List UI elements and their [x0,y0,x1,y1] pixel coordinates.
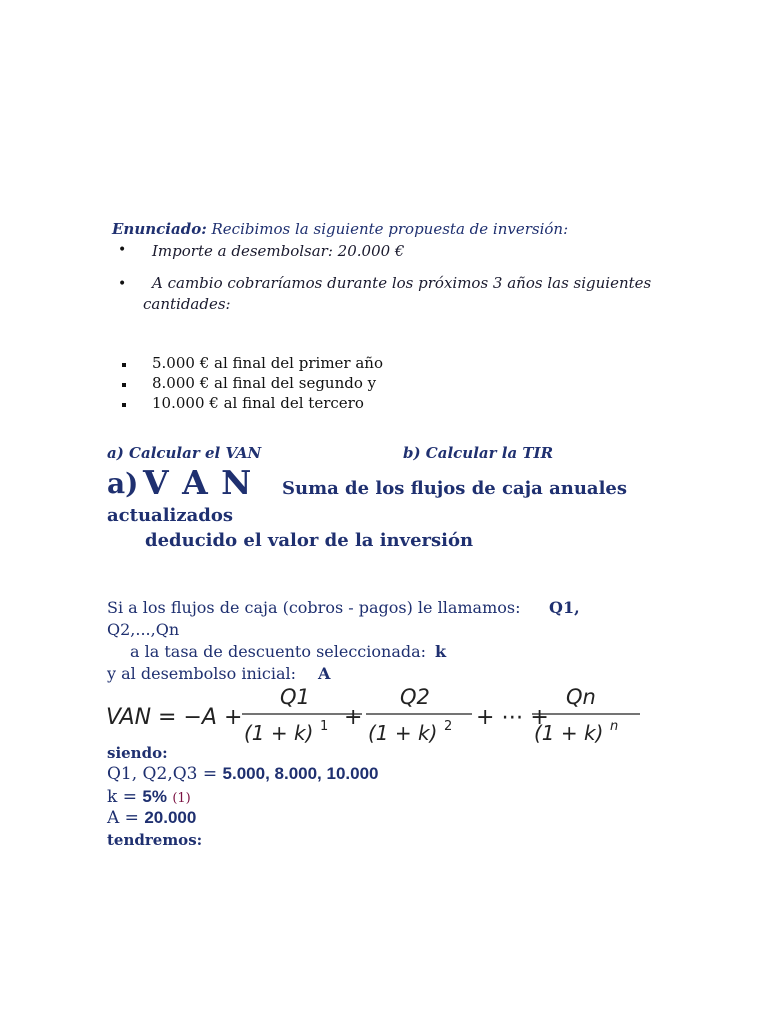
body-line2: Q2,...,Qn [107,620,180,639]
formula-term1-num: Q1 [280,685,310,709]
formula-term3-num: Qn [566,685,596,709]
amount-item: 8.000 € al final del segundo y [152,374,377,392]
bullet-item: Importe a desembolsar: 20.000 € [152,242,405,260]
body-line1: Si a los flujos de caja (cobros - pagos) le llamamos: [107,598,521,617]
q-values-line [107,764,379,784]
k-value: 5% [142,787,167,806]
bullet-dot: • [118,242,127,258]
enunciado-line [112,220,568,238]
bullet-item: A cambio cobraríamos durante los próximos 3 años las siguientes [152,274,652,292]
siendo-label: siendo: [107,744,168,762]
bullet-item-continued: cantidades: [143,295,231,313]
van-prefix: a) [107,467,139,500]
task-a: a) Calcular el VAN [107,444,262,462]
body-k: k [435,642,447,661]
amount-item: 5.000 € al final del primer año [152,354,383,372]
k-note: (1) [172,791,191,806]
a-value: 20.000 [144,808,197,827]
formula-term2-exp: 2 [444,719,453,734]
body-a: A [318,664,331,683]
body-line3: a la tasa de descuento seleccionada: [130,642,427,661]
task-b: b) Calcular la TIR [403,444,554,462]
formula-term2-num: Q2 [400,685,430,709]
formula-term2-den: (1 + k) [368,721,438,745]
a-label: A = [107,808,139,828]
enunciado-label: Enunciado: [112,220,207,238]
formula-plus: + [344,705,363,730]
van-title: V A N [143,463,253,502]
van-desc-line1: Suma de los flujos de caja anuales [282,478,627,499]
bullet-dot: • [118,276,127,292]
van-formula [104,682,644,748]
q-label: Q1, Q2,Q3 = [107,764,218,784]
formula-term3-exp: n [610,719,619,734]
square-bullet [122,363,126,367]
body-line4: y al desembolso inicial: [107,664,297,683]
formula-term1-den: (1 + k) [244,721,314,745]
van-desc-line3: deducido el valor de la inversión [145,530,474,551]
formula-lhs: VAN = −A + [106,705,243,730]
square-bullet [122,383,126,387]
k-values-line [107,787,191,807]
formula-dots: + ⋯ + [476,705,549,730]
a-values-line [107,808,196,828]
van-desc-line2: actualizados [107,505,233,526]
enunciado-text: Recibimos la siguiente propuesta de inversión: [211,220,569,238]
square-bullet [122,403,126,407]
tendremos-label: tendremos: [107,831,203,849]
formula-term1-exp: 1 [320,719,329,734]
amount-item: 10.000 € al final del tercero [152,394,364,412]
k-label: k = [107,787,137,807]
body-q1: Q1, [549,598,580,617]
q-value: 5.000, 8.000, 10.000 [222,764,379,783]
formula-term3-den: (1 + k) [534,721,604,745]
